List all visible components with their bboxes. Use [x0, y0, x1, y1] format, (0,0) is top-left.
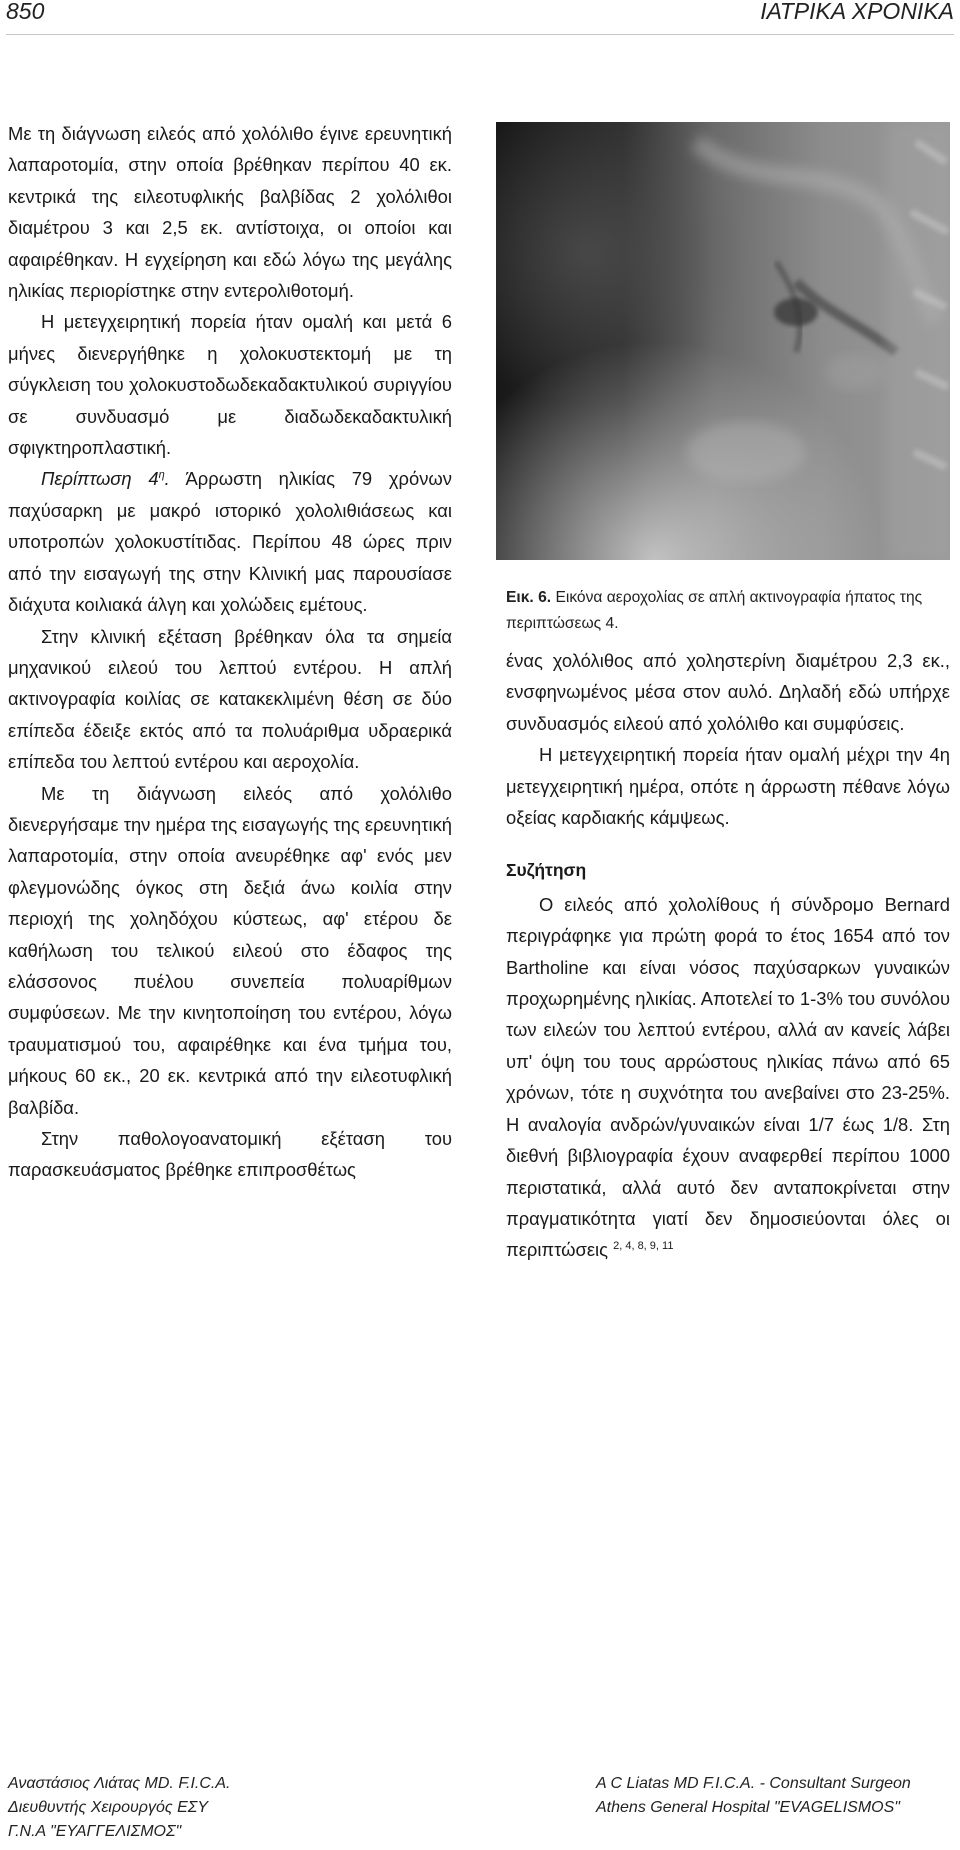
case-4-paragraph [8, 463, 452, 620]
journal-title: ΙΑΤΡΙΚΑ ΧΡΟΝΙΚΑ [760, 0, 954, 24]
author-greek [8, 1772, 230, 1844]
author-english [596, 1772, 911, 1820]
author-hospital: Γ.Ν.Α "ΕΥΑΓΓΕΛΙΣΜΟΣ" [8, 1823, 182, 1840]
case-label-sup: η [158, 469, 165, 482]
left-column [8, 118, 452, 1186]
case-label: Περίπτωση $4^\eta$. [41, 468, 170, 490]
figure-caption [506, 585, 950, 637]
figure-label: Εικ. 6. [506, 589, 552, 606]
xray-image [496, 122, 950, 560]
paragraph: Στην κλινική εξέταση βρέθηκαν όλα τα σημεία μηχανικού ειλεού του λεπτού εντέρου. Η απλή ακτινογραφία κοιλίας σε κατακεκλιμένη θέση σε δύο επίπεδα έδειξε εκτός από τα πολυάριθμα υδραερικά επίπεδα του λεπτού εντέρου και αεροχολία. [8, 625, 452, 773]
author-name: Αναστάσιος Λιάτας MD. F.I.C.A. [8, 1775, 231, 1792]
page-header [6, 0, 954, 35]
discussion-text: Ο ειλεός από χολολίθους ή σύνδρομο Bernard περιγράφηκε για πρώτη φορά το έτος 1654 από τον Bartholine και είναι νόσος παχύσαρκων γυναικών προχωρημένης ηλικίας. Αποτελεί το 1-3% του συνόλου των ειλεών του λεπτού εντέρου, αλλά αν κανείς λάβει υπ' όψη του τους αρρώστους ηλικίας πάνω από 65 χρόνων, τότε η συχνότητα του ανεβαίνει στο 23-25%. Η αναλογία ανδρών/γυναικών είναι 1/7 έως 1/8. Στη διεθνή βιβλιογραφία έχουν αναφερθεί περίπου 1000 περιστατικά, αλλά αυτό δεν ανταποκρίνεται στην πραγματικότητα γιατί δεν δημοσιεύονται όλες οι περιπτώσεις [506, 893, 950, 1261]
spacer [506, 833, 950, 855]
paragraph: Η μετεγχειρητική πορεία ήταν ομαλή και μετά 6 μήνες διενεργήθηκε η χολοκυστεκτομή με τη σύγκλειση του χολοκυστοδωδεκαδακτυλικού συριγγίου σε συνδυασμό με διαδωδεκαδακτυλική σφιγκτηροπλαστική. [8, 311, 452, 459]
paragraph: Η μετεγχειρητική πορεία ήταν ομαλή μέχρι την 4η μετεγχειρητική ημέρα, οπότε η άρρωστη πέθανε λόγω οξείας καρδιακής κάμψεως. [506, 744, 950, 829]
paragraph: ένας χολόλιθος από χοληστερίνη διαμέτρου 2,3 εκ., ενσφηνωμένος μέσα στον αυλό. Δηλαδή εδώ υπήρχε συνδυασμός ειλεού από χολόλιθο και συμφύσεις. [506, 650, 950, 734]
paragraph: Με τη διάγνωση ειλεός από χολόλιθο διενεργήσαμε την ημέρα της εισαγωγής της ερευνητική λαπαροτομία, στην οποία ανευρέθηκε αφ' ενός μεν φλεγμονώδης όγκος στη δεξιά άνω κοιλία στην περιοχή της χοληδόχου κύστεως, αφ' ετέρου δε καθήλωση του τελικού ειλεού στο έδαφος της ελάσσονος πυέλου συνεπεία πολυαρίθμων συμφύσεων. Με την κινητοποίηση του εντέρου, λόγω τραυματισμού του, αφαιρέθηκε και ένα τμήμα του, μήκους 60 εκ., 20 εκ. κεντρικά από την ειλεοτυφλική βαλβίδα. [8, 782, 452, 1118]
right-column [506, 645, 950, 1266]
paragraph: Με τη διάγνωση ειλεός από χολόλιθο έγινε ερευνητική λαπαροτομία, στην οποία βρέθηκαν περίπου 40 εκ. κεντρικά της ειλεοτυφλικής βαλβίδας 2 χολόλιθοι διαμέτρου 3 και 2,5 εκ. αντίστοιχα, οι οποίοι και αφαιρέθηκαν. Η εγχείρηση και εδώ λόγω της μεγάλης ηλικίας περιορίστηκε στην εντερολιθοτομή. [8, 123, 452, 302]
author-name-en: A C Liatas MD F.I.C.A. - Consultant Surgeon [596, 1775, 911, 1792]
case-text: Άρρωστη ηλικίας 79 χρόνων παχύσαρκη με μακρό ιστορικό χολολιθιάσεως και υποτροπών χολοκυστίτιδας. Περίπου 48 ώρες πριν από την εισαγωγή της στην Κλινική μας παρουσίασε διάχυτα κοιλιακά άλγη και χολώδεις εμέτους. [8, 468, 452, 616]
page-number: 850 [6, 0, 45, 24]
paragraph: Στην παθολογοανατομική εξέταση του παρασκευάσματος βρέθηκε επιπροσθέτως [8, 1128, 452, 1181]
case-label-text: Περίπτωση 4 [41, 468, 159, 490]
references: 2, 4, 8, 9, 11 [613, 1240, 674, 1253]
author-hospital-en: Athens General Hospital "EVAGELISMOS" [596, 1799, 900, 1816]
figure-caption-text: Εικόνα αεροχολίας σε απλή ακτινογραφία ήπατος της περιπτώσεως 4. [506, 589, 923, 632]
author-title: Διευθυντής Χειρουργός ΕΣΥ [8, 1799, 209, 1816]
discussion-paragraph [506, 889, 950, 1266]
section-title: Συζήτηση [506, 860, 587, 881]
